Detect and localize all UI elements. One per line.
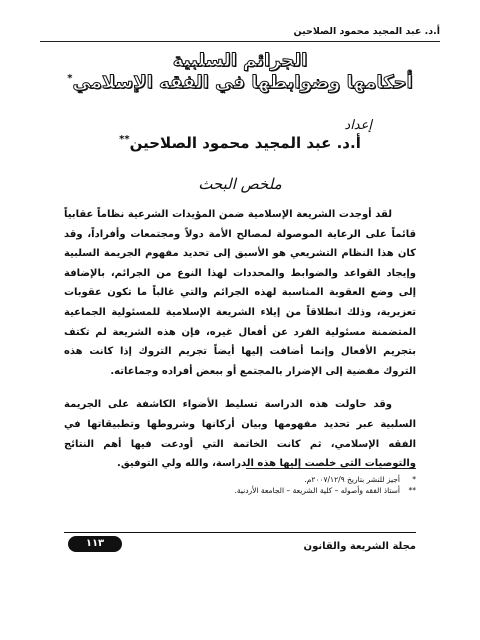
footnotes [170, 474, 416, 496]
page-number-badge: ١١٣ [68, 536, 122, 552]
author-line [60, 134, 420, 152]
journal-name: مجلة الشريعة والقانون [303, 541, 416, 552]
title-subtitle: أحكامها وضوابطها في الفقه الإسلامي [72, 72, 413, 93]
prepared-by-label: إعداد [344, 118, 372, 133]
title-line-2 [60, 72, 420, 93]
abstract-paragraph-1: لقد أوجدت الشريعة الإسلامية ضمن المؤيدات الشرعية نظاماً عقابياً قائماً على الرعاية الموصولة لمصالح الأمة دولاً ومجتمعات وأفراداً، وقد كان هذا النظام التشريعي هو الأسبق إلى تحديد مفهوم الجريمة السلبية وإيجاد القواعد والضوابط والمحددات لهذا النوع من الجرائم، بالإضافة إلى وضع العقوبة المناسبة لهذه الجرائم والتي غالباً ما تكون عقوبات تعزيرية، وذلك انطلاقاً من إيلاء الشريعة الإسلامية للمسئولية الجماعية المتضمنة مسئولية الفرد عن أفعال غيره، فإن هذه الشريعة لم تكتف بتجريم الأفعال وإنما أضافت إليها أيضاً تجريم التروك إذا كانت هذه التروك مفضية إلى الإضرار بالمجتمع أو ببعض أفراده وجماعاته. [64, 209, 416, 377]
footer-rule [64, 532, 416, 533]
footnote-2 [170, 485, 416, 496]
abstract-heading: ملخص البحث [198, 175, 282, 193]
abstract-paragraph-2: وقد حاولت هذه الدراسة تسليط الأضواء الكاشفة على الجريمة السلبية عبر تحديد مفهومها وبيان أركانها وشروطها وتطبيقاتها في الفقه الإسلامي، ثم كانت الخاتمة التي أودعت فيها أهم النتائج والتوصيات التي خلصت إليها هذه الدراسة، والله ولي التوفيق. [64, 399, 416, 470]
title-main: الجرائم السلبية [172, 50, 308, 71]
title-footnote-marker: * [67, 73, 73, 84]
title-line-1 [60, 50, 420, 71]
footnote-divider [246, 468, 416, 469]
author-footnote-marker: ** [119, 134, 130, 145]
footnote-1-text: أجيز للنشر بتاريخ ٢٠٠٧/١٢/٩م. [304, 475, 400, 484]
running-header-author: أ.د. عبد المجيد محمود الصلاحين [293, 26, 440, 37]
footnote-1 [170, 474, 416, 485]
footnote-2-marker: ** [408, 486, 416, 495]
footnote-1-marker: * [412, 475, 416, 484]
footnote-2-text: أستاذ الفقه وأصوله – كلية الشريعة – الجامعة الأردنية. [234, 486, 400, 495]
author-name: أ.د. عبد المجيد محمود الصلاحين [129, 134, 361, 152]
abstract-body [64, 205, 416, 488]
running-header [40, 26, 440, 42]
